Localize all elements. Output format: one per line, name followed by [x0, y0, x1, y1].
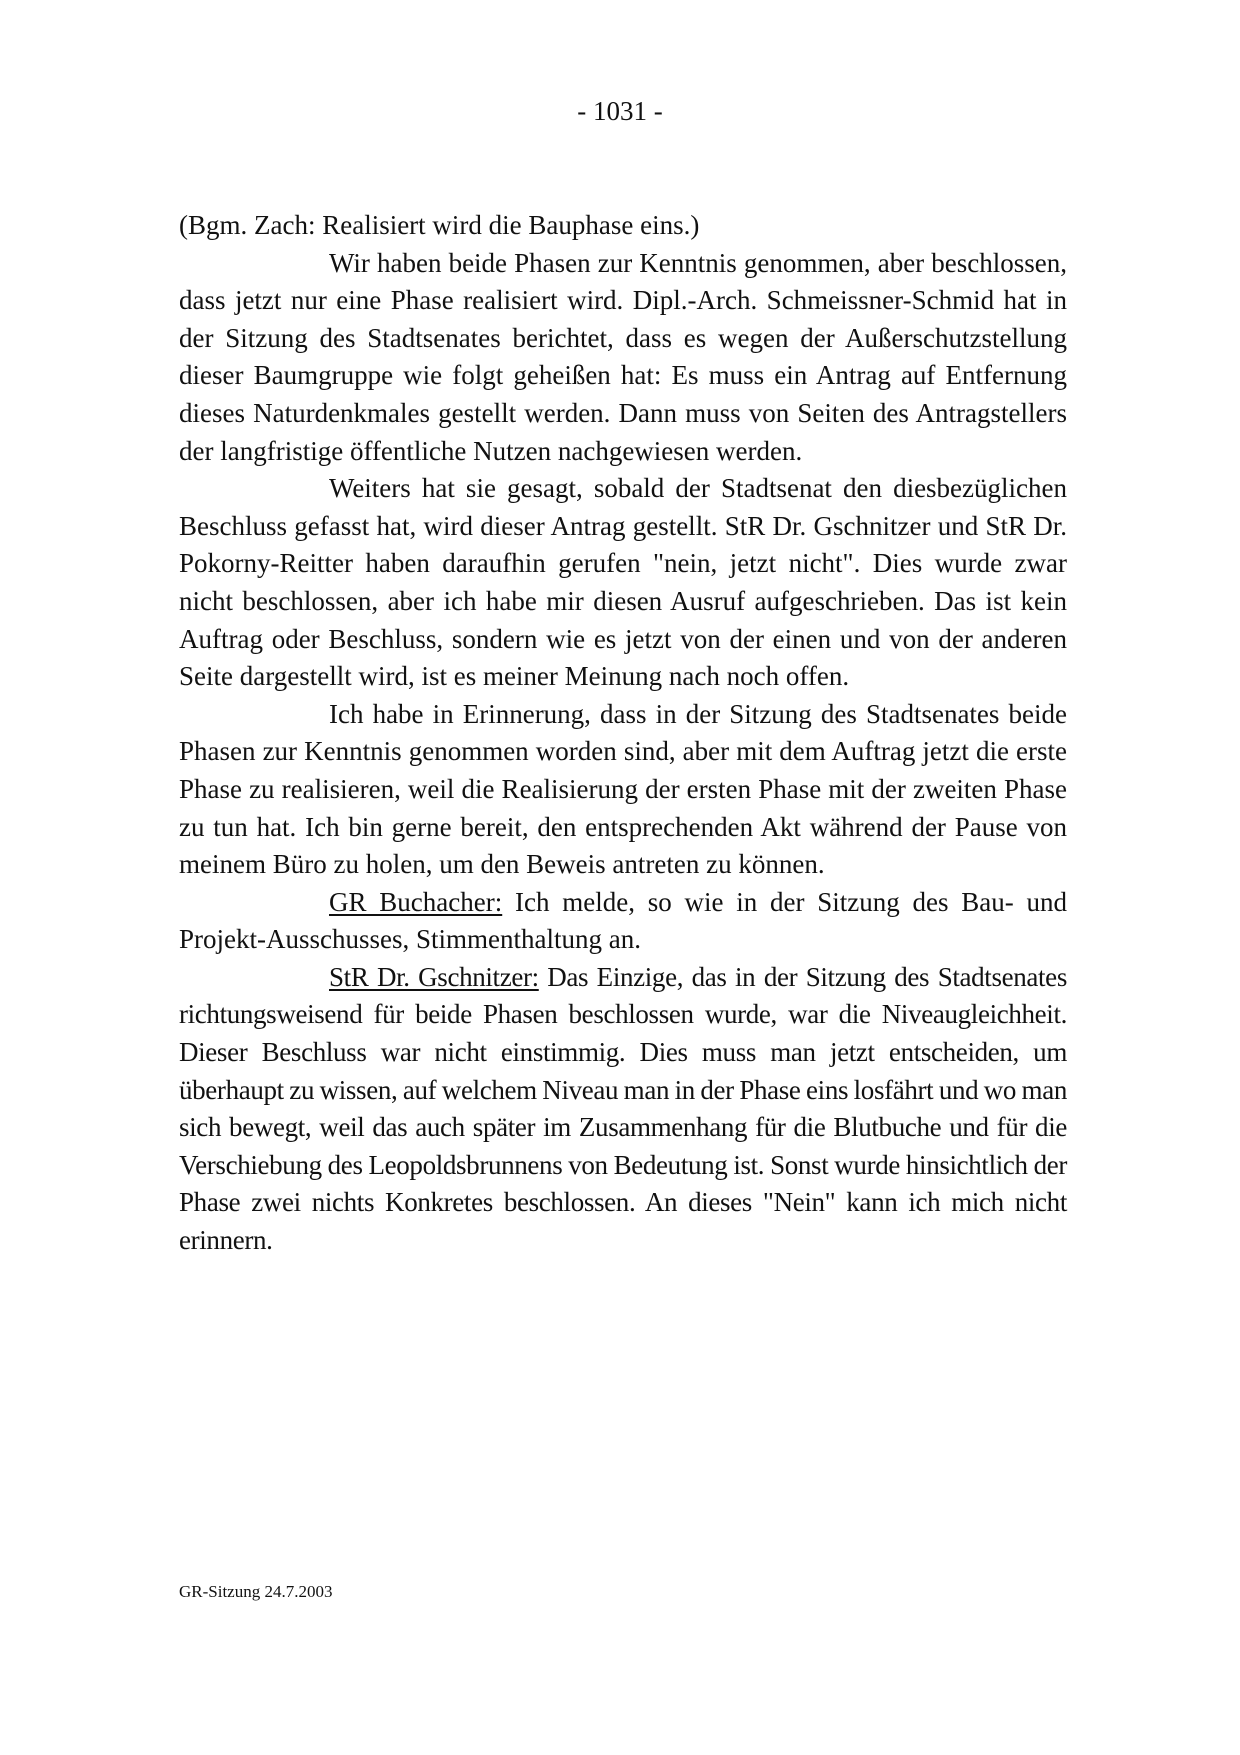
speaker-name: StR Dr. Gschnitzer: — [329, 961, 539, 992]
paragraph-buchacher — [179, 884, 1067, 959]
paragraph-2: Weiters hat sie gesagt, sobald der Stadtsenat den diesbezüglichen Beschluss gefasst hat, wird dieser Antrag gestellt. StR Dr. Gschnitzer und StR Dr. Pokorny-Reitter haben daraufhin gerufen "nein, jetzt nicht". Dies wurde zwar nicht beschlossen, aber ich habe mir diesen Ausruf aufgeschrieben. Das ist kein Auftrag oder Beschluss, sondern wie es jetzt von der einen und von der anderen Seite dargestellt wird, ist es meiner Meinung nach noch offen. — [179, 473, 1067, 692]
speech-text: Das Einzige, das in der Sitzung des Stadtsenates richtungsweisend für beide Phasen beschlossen wurde, war die Niveaugleichheit. Dieser Beschluss war nicht einstimmig. Dies muss man jetzt entscheiden, um überhaupt zu wissen, auf welchem Niveau man in der Phase eins losfährt und wo man sich bewegt, weil das auch später im Zusammenhang für die Blutbuche und für die Verschiebung des Leopoldsbrunnens von Bedeutung ist. Sonst wurde hinsichtlich der Phase zwei nichts Konkretes beschlossen. An dieses "Nein" kann ich mich nicht erinnern. — [179, 961, 1067, 1256]
speaker-name: GR Buchacher: — [329, 886, 503, 917]
paragraph-3: Ich habe in Erinnerung, dass in der Sitzung des Stadtsenates beide Phasen zur Kenntnis genommen worden sind, aber mit dem Auftrag jetzt die erste Phase zu realisieren, weil die Realisierung der ersten Phase mit der zweiten Phase zu tun hat. Ich bin gerne bereit, den entsprechenden Akt während der Pause von meinem Büro zu holen, um den Beweis antreten zu können. — [179, 698, 1067, 880]
paragraph-gschnitzer — [179, 959, 1067, 1260]
speech-text: Ich melde, so wie in der Sitzung des Bau- und Projekt-Ausschusses, Stimmenthaltung an. — [179, 886, 1067, 955]
paragraph-1: Wir haben beide Phasen zur Kenntnis genommen, aber beschlossen, dass jetzt nur eine Phase realisiert wird. Dipl.-Arch. Schmeissner-Schmid hat in der Sitzung des Stadtsenates berichtet, dass es wegen der Außerschutzstellung dieser Baumgruppe wie folgt geheißen hat: Es muss ein Antrag auf Entfernung dieses Naturdenkmales gestellt werden. Dann muss von Seiten des Antragstellers der langfristige öffentliche Nutzen nachgewiesen werden. — [179, 247, 1067, 466]
footer: GR-Sitzung 24.7.2003 — [179, 1582, 333, 1601]
document-body — [179, 207, 1067, 1260]
page-number: - 1031 - — [577, 96, 663, 126]
paragraph-interjection: (Bgm. Zach: Realisiert wird die Bauphase eins.) — [179, 210, 700, 240]
